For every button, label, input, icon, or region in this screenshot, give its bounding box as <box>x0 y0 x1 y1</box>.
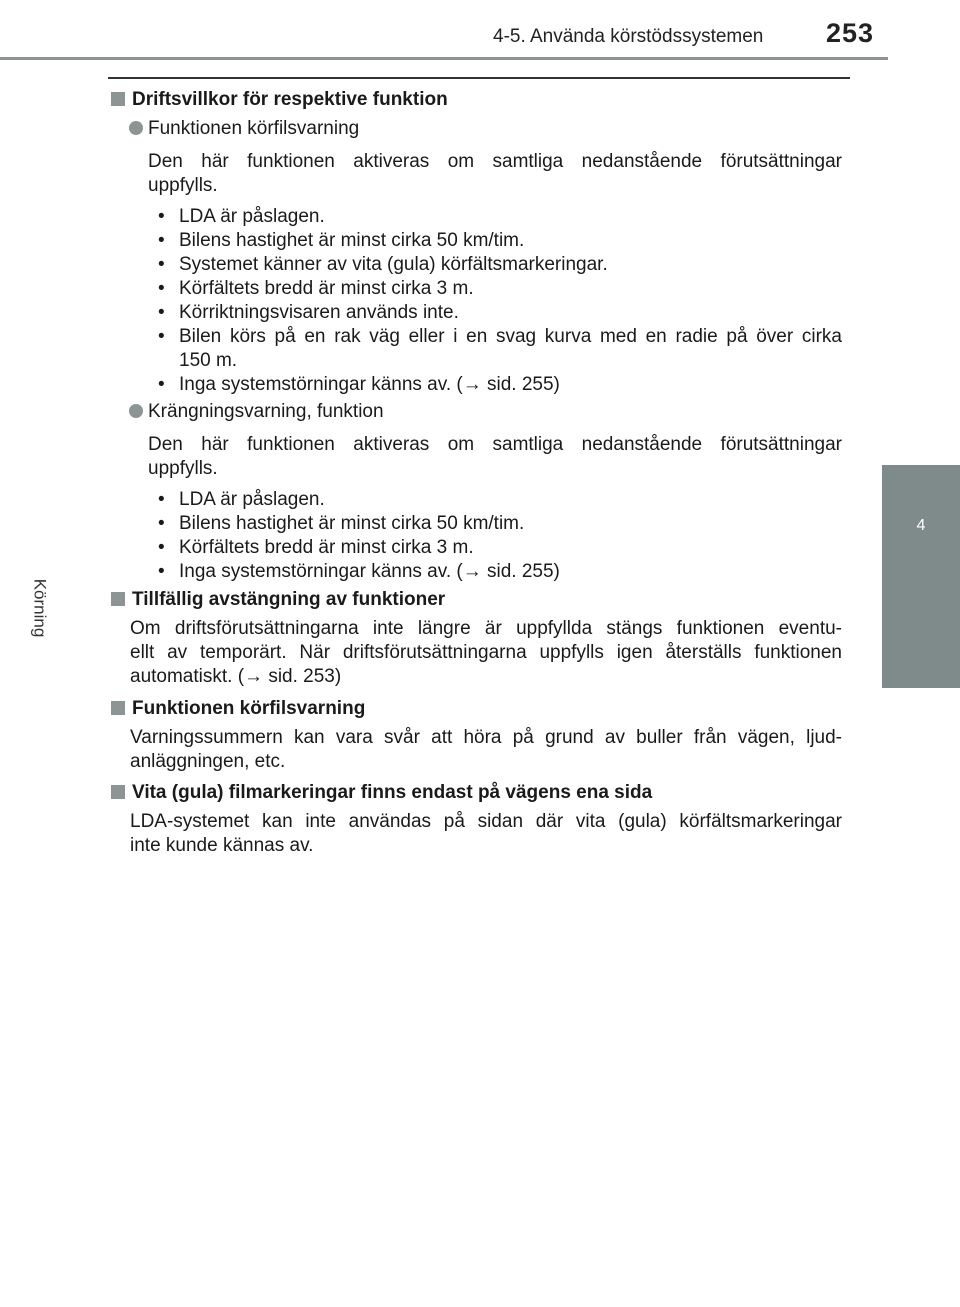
heading-text: Driftsvillkor för respektive funktion <box>132 89 448 110</box>
chapter-label-text: Körning <box>29 578 49 638</box>
paragraph-line: Varningssummern kan vara svår att höra på grund av buller från vägen, ljud- <box>130 727 842 748</box>
sub-heading <box>129 117 359 141</box>
section-heading <box>111 88 448 112</box>
bullet-dot-icon: • <box>158 489 165 510</box>
paragraph-line: uppfylls. <box>148 175 218 196</box>
list-item-continuation: 150 m. <box>179 350 238 371</box>
circle-bullet-icon <box>129 121 143 135</box>
paragraph-line: ellt av temporärt. När driftsförutsättningarna uppfylls igen återställs funktionen <box>130 642 842 663</box>
paragraph-line: uppfylls. <box>148 458 218 479</box>
circle-bullet-icon <box>129 404 143 418</box>
list-item: Körfältets bredd är minst cirka 3 m. <box>179 537 474 558</box>
content-top-rule <box>108 77 850 79</box>
section-heading <box>111 588 445 612</box>
list-item: Inga systemstörningar känns av. (→ sid. 255) <box>179 561 560 582</box>
list-item: Systemet känner av vita (gula) körfältsmarkeringar. <box>179 254 608 275</box>
square-bullet-icon <box>111 701 125 715</box>
list-item: Inga systemstörningar känns av. (→ sid. 255) <box>179 374 560 395</box>
section-heading <box>111 781 652 805</box>
chapter-tab <box>882 465 960 688</box>
bullet-dot-icon: • <box>158 513 165 534</box>
bullet-dot-icon: • <box>158 254 165 275</box>
paragraph-line: Den här funktionen aktiveras om samtliga nedanstående förutsättningar <box>148 151 842 172</box>
bullet-dot-icon: • <box>158 374 165 395</box>
heading-text: Tillfällig avstängning av funktioner <box>132 589 446 610</box>
paragraph-line: automatiskt. (→ sid. 253) <box>130 666 342 687</box>
list-item: Bilens hastighet är minst cirka 50 km/tim. <box>179 513 525 534</box>
square-bullet-icon <box>111 92 125 106</box>
list-item: LDA är påslagen. <box>179 489 325 510</box>
sub-heading-text: Funktionen körfilsvarning <box>148 118 360 139</box>
list-item: Bilen körs på en rak väg eller i en svag kurva med en radie på över cirka <box>179 326 842 347</box>
list-item: Körriktningsvisaren används inte. <box>179 302 459 323</box>
paragraph-line: LDA-systemet kan inte användas på sidan där vita (gula) körfältsmarkeringar <box>130 811 842 832</box>
paragraph-line: Om driftsförutsättningarna inte längre är uppfyllda stängs funktionen eventu- <box>130 618 842 639</box>
list-item: Bilens hastighet är minst cirka 50 km/tim. <box>179 230 525 251</box>
page-number: 253 <box>826 18 875 48</box>
chapter-number: 4 <box>916 517 926 534</box>
bullet-dot-icon: • <box>158 326 165 347</box>
bullet-dot-icon: • <box>158 206 165 227</box>
square-bullet-icon <box>111 785 125 799</box>
sub-heading-text: Krängningsvarning, funktion <box>148 401 384 422</box>
list-item: Körfältets bredd är minst cirka 3 m. <box>179 278 474 299</box>
paragraph-line: Den här funktionen aktiveras om samtliga nedanstående förutsättningar <box>148 434 842 455</box>
square-bullet-icon <box>111 592 125 606</box>
heading-text: Funktionen körfilsvarning <box>132 698 366 719</box>
bullet-dot-icon: • <box>158 302 165 323</box>
header-rule <box>0 57 888 60</box>
bullet-dot-icon: • <box>158 537 165 558</box>
section-heading <box>111 697 365 721</box>
running-header: 4-5. Använda körstödssystemen <box>493 26 764 47</box>
bullet-dot-icon: • <box>158 278 165 299</box>
sub-heading <box>129 400 384 424</box>
paragraph-line: inte kunde kännas av. <box>130 835 314 856</box>
bullet-dot-icon: • <box>158 561 165 582</box>
chapter-label <box>0 578 78 638</box>
paragraph-line: anläggningen, etc. <box>130 751 286 772</box>
heading-text: Vita (gula) filmarkeringar finns endast på vägens ena sida <box>132 782 653 803</box>
list-item: LDA är påslagen. <box>179 206 325 227</box>
bullet-dot-icon: • <box>158 230 165 251</box>
